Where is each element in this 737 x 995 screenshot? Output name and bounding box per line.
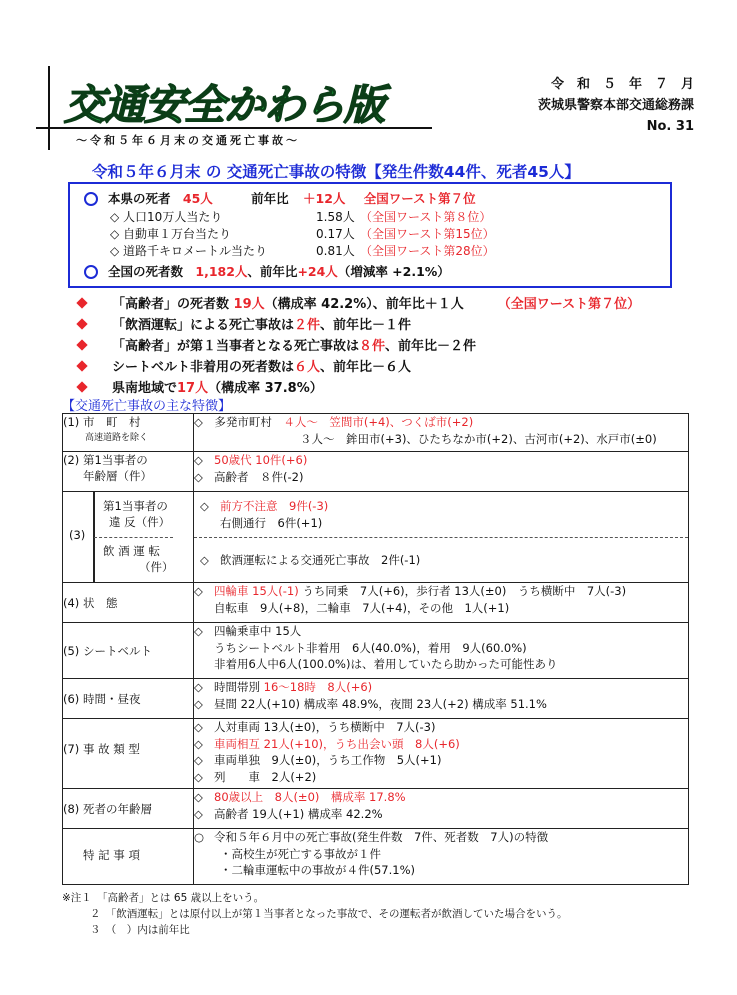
diamond-outline-icon: ◇ (194, 696, 203, 711)
bullet-item-4 (112, 356, 411, 375)
diamond-outline-icon: ◇ (194, 453, 203, 467)
diamond-outline-icon: ◇ (194, 584, 203, 598)
row-label: (6) 時間・昼夜 (63, 679, 194, 719)
rate-value-1: 1.58人 (316, 210, 355, 224)
diamond-outline-icon: ◇ (200, 553, 209, 567)
row-content (194, 679, 689, 719)
bullet-item-1 (112, 293, 640, 312)
row-label-text: 年齢層（件） (83, 469, 152, 483)
circle-bullet-icon (84, 265, 98, 279)
sub-label-drunk (103, 543, 174, 575)
red-diamond-icon (76, 339, 87, 350)
bullet-highlight: ２件 (294, 318, 321, 333)
content-text: 令和５年６月中の死亡事故(発生件数 7件、死者数 7人)の特徴 (214, 830, 549, 844)
circle-outline-icon: ○ (194, 830, 205, 844)
subtitle: ～令和５年６月末の交通死亡事故～ (76, 134, 300, 147)
table-row (63, 583, 689, 623)
rate-label-2: ◇ 自動車１万台当たり (110, 227, 232, 241)
bullet-highlight: 19人 (233, 297, 265, 312)
summary-box (68, 182, 672, 288)
row-label: (5) シートベルト (63, 623, 194, 679)
bullet-text: 、前年比－１件 (320, 318, 412, 333)
row-content (194, 583, 689, 623)
footnote: ※注１ 「高齢者」とは 65 歳以上をいう。 (62, 892, 265, 904)
header-vertical-rule (48, 66, 50, 150)
row-content (194, 829, 689, 885)
row-content (194, 719, 689, 789)
bullet-text: （構成率 42.2%）、前年比＋１人 (264, 297, 464, 312)
pref-label: 本県の死者 (108, 191, 171, 206)
content-highlight: 80歳以上 8人(±0) 構成率 17.8% (214, 790, 406, 804)
table-row (63, 719, 689, 789)
diamond-outline-icon: ◇ (194, 753, 203, 767)
diamond-outline-icon: ◇ (200, 499, 209, 513)
content-highlight: 四輪車 15人(-1) (214, 584, 299, 598)
content-text: 自転車 9人(+8)，二輪車 7人(+4)，その他 1人(+1) (214, 600, 510, 615)
table-row (63, 414, 689, 452)
row-label: (4) 状 態 (63, 583, 194, 623)
footnote: ３ （ ）内は前年比 (90, 924, 190, 936)
rate-label-1: ◇ 人口10万人当たり (110, 210, 223, 224)
bullet-text: シートベルト非着用の死者数は (112, 360, 295, 375)
diamond-outline-icon: ◇ (194, 720, 203, 734)
row-label-note: 高速道路を除く (85, 433, 149, 443)
rate-rank-2: （全国ワースト第15位） (360, 227, 495, 241)
content-text: 昼間 22人(+10) 構成率 48.9%，夜間 23人(+2) 構成率 51.1% (214, 696, 547, 711)
red-diamond-icon (76, 318, 87, 329)
bullet-text: 、前年比－２件 (385, 339, 477, 354)
row-label (63, 452, 194, 492)
content-highlight: ４人～ 笠間市(+4)、つくば市(+2) (283, 415, 474, 429)
content-text: 時間帯別 (214, 680, 264, 694)
content-text: 高齢者 19人(+1) 構成率 42.2% (214, 806, 383, 821)
diamond-outline-icon: ◇ (194, 624, 203, 638)
table-row (63, 623, 689, 679)
yoy-value: ＋12人 (303, 191, 346, 206)
row-label (63, 414, 194, 452)
row-label: (7) 事 故 類 型 (63, 719, 194, 789)
bullet-text: 県南地域で (112, 381, 178, 396)
bullet-text: 、前年比－６人 (320, 360, 412, 375)
bullet-rank: （全国ワースト第７位） (497, 297, 641, 312)
issue-info (498, 74, 694, 137)
content-highlight: 前方不注意 9件(-3) (220, 499, 329, 513)
features-table (62, 413, 689, 885)
bullet-item-2 (112, 314, 411, 333)
content-highlight: 16～18時 8人(+6) (263, 680, 373, 694)
row-content (194, 492, 689, 583)
content-text: 飲酒運転による交通死亡事故 2件(-1) (220, 553, 421, 567)
row-label: (8) 死者の年齢層 (63, 789, 194, 829)
worst-rank: 全国ワースト第７位 (363, 191, 476, 206)
red-diamond-icon (76, 381, 87, 392)
row-label-text: 第1当事者の (103, 499, 168, 513)
content-text: ・二輪車運転中の事故が４件(57.1%) (220, 863, 416, 877)
diamond-outline-icon: ◇ (194, 769, 203, 784)
bullet-item-3 (112, 335, 476, 354)
rate-value-3: 0.81人 (316, 244, 355, 258)
bullet-item-5 (112, 377, 323, 396)
pref-value: 45人 (182, 191, 213, 206)
content-text: 高齢者 ８件(-2) (214, 469, 304, 484)
issue-org: 茨城県警察本部交通総務課 (537, 98, 694, 113)
issue-date: 令 和 ５ 年 ７ 月 (550, 77, 694, 92)
yoy-label: 前年比 (251, 191, 289, 206)
table-row (63, 679, 689, 719)
row-label-text: （件） (139, 560, 174, 574)
content-text: うちシートベルト非着用 6人(40.0%)，着用 9人(60.0%) (214, 640, 527, 655)
bullet-highlight: ６人 (294, 360, 321, 375)
newsletter-logo: 交通安全かわら版 (64, 81, 384, 129)
bullet-highlight: 17人 (177, 381, 209, 396)
summary-pref-line (108, 189, 476, 207)
table-row (63, 829, 689, 885)
diamond-outline-icon: ◇ (194, 680, 203, 694)
rate-label-3: ◇ 道路千キロメートル当たり (110, 244, 268, 258)
content-text: 列 車 2人(+2) (214, 769, 317, 784)
content-text: ・高校生が死亡する事故が１件 (220, 846, 381, 861)
bullet-text: 「高齢者」の死者数 (112, 297, 234, 312)
circle-bullet-icon (84, 192, 98, 206)
diamond-outline-icon: ◇ (194, 790, 203, 804)
sub-label-violation (103, 498, 170, 530)
footnote: ２ 「飲酒運転」とは原付以上が第１当事者となった事故で、その運転者が飲酒していた場合をいう。 (90, 908, 568, 920)
content-text: うち同乗 7人(+6)，歩行者 13人(±0) うち横断中 7人(-3) (302, 584, 627, 598)
row-label (63, 492, 194, 583)
bullet-text: 「飲酒運転」による死亡事故は (112, 318, 295, 333)
footnotes (62, 890, 568, 938)
red-diamond-icon (76, 360, 87, 371)
national-yoy-label: 、前年比 (247, 264, 298, 279)
row-label-text: 飲 酒 運 転 (103, 544, 160, 558)
row-label-text: 違 反（件） (109, 515, 171, 529)
diamond-outline-icon: ◇ (194, 469, 203, 484)
national-label: 全国の死者数 (108, 264, 184, 279)
row-content (194, 623, 689, 679)
table-row (63, 452, 689, 492)
page-title: 令和５年６月末 の 交通死亡事故の特徴【発生件数44件、死者45人】 (92, 163, 580, 181)
content-highlight: 50歳代 10件(+6) (214, 453, 308, 467)
table-row (63, 492, 689, 583)
row-content (194, 789, 689, 829)
table-row (63, 789, 689, 829)
row-label-text: (3) (69, 528, 86, 542)
cell-divider (194, 537, 688, 538)
content-text: ◇ 多発市町村 (194, 415, 284, 429)
content-text: ３人～ 鉾田市(+3)、ひたちなか市(+2)、古河市(+2)、水戸市(±0) (300, 431, 657, 446)
rate-rank-1: （全国ワースト第８位） (360, 210, 492, 224)
section-title: 【交通死亡事故の主な特徴】 (62, 399, 232, 414)
row-content (194, 414, 689, 452)
bullet-text: （構成率 37.8%） (208, 381, 323, 396)
national-value: 1,182人 (195, 264, 248, 279)
national-rate: （増減率 +2.1%） (337, 264, 450, 279)
red-diamond-icon (76, 297, 87, 308)
row-label-text: (1) 市 町 村 (63, 415, 141, 429)
rate-value-2: 0.17人 (316, 227, 355, 241)
row-label-text: (2) 第1当事者の (63, 453, 148, 467)
bullet-text: 「高齢者」が第１当事者となる死亡事故は (112, 339, 360, 354)
content-text: 車両単独 9人(±0)，うち工作物 5人(+1) (214, 753, 442, 767)
diamond-outline-icon: ◇ (194, 806, 203, 821)
row-label: 特 記 事 項 (63, 829, 194, 885)
content-text: 非着用6人中6人(100.0%)は、着用していたら助かった可能性あり (214, 657, 558, 671)
diamond-outline-icon: ◇ (194, 736, 203, 751)
content-text: 四輪乗車中 15人 (214, 624, 302, 638)
cell-divider (94, 537, 173, 538)
issue-number: No. 31 (646, 119, 694, 134)
content-text: 人対車両 13人(±0)，うち横断中 7人(-3) (214, 720, 436, 734)
rate-rank-3: （全国ワースト第28位） (360, 244, 495, 258)
national-yoy: +24人 (297, 264, 338, 279)
content-text: 右側通行 6件(+1) (220, 515, 323, 530)
bullet-highlight: ８件 (359, 339, 386, 354)
row-content (194, 452, 689, 492)
summary-national-line (108, 262, 450, 280)
content-highlight: 車両相互 21人(+10)，うち出会い頭 8人(+6) (214, 736, 460, 751)
